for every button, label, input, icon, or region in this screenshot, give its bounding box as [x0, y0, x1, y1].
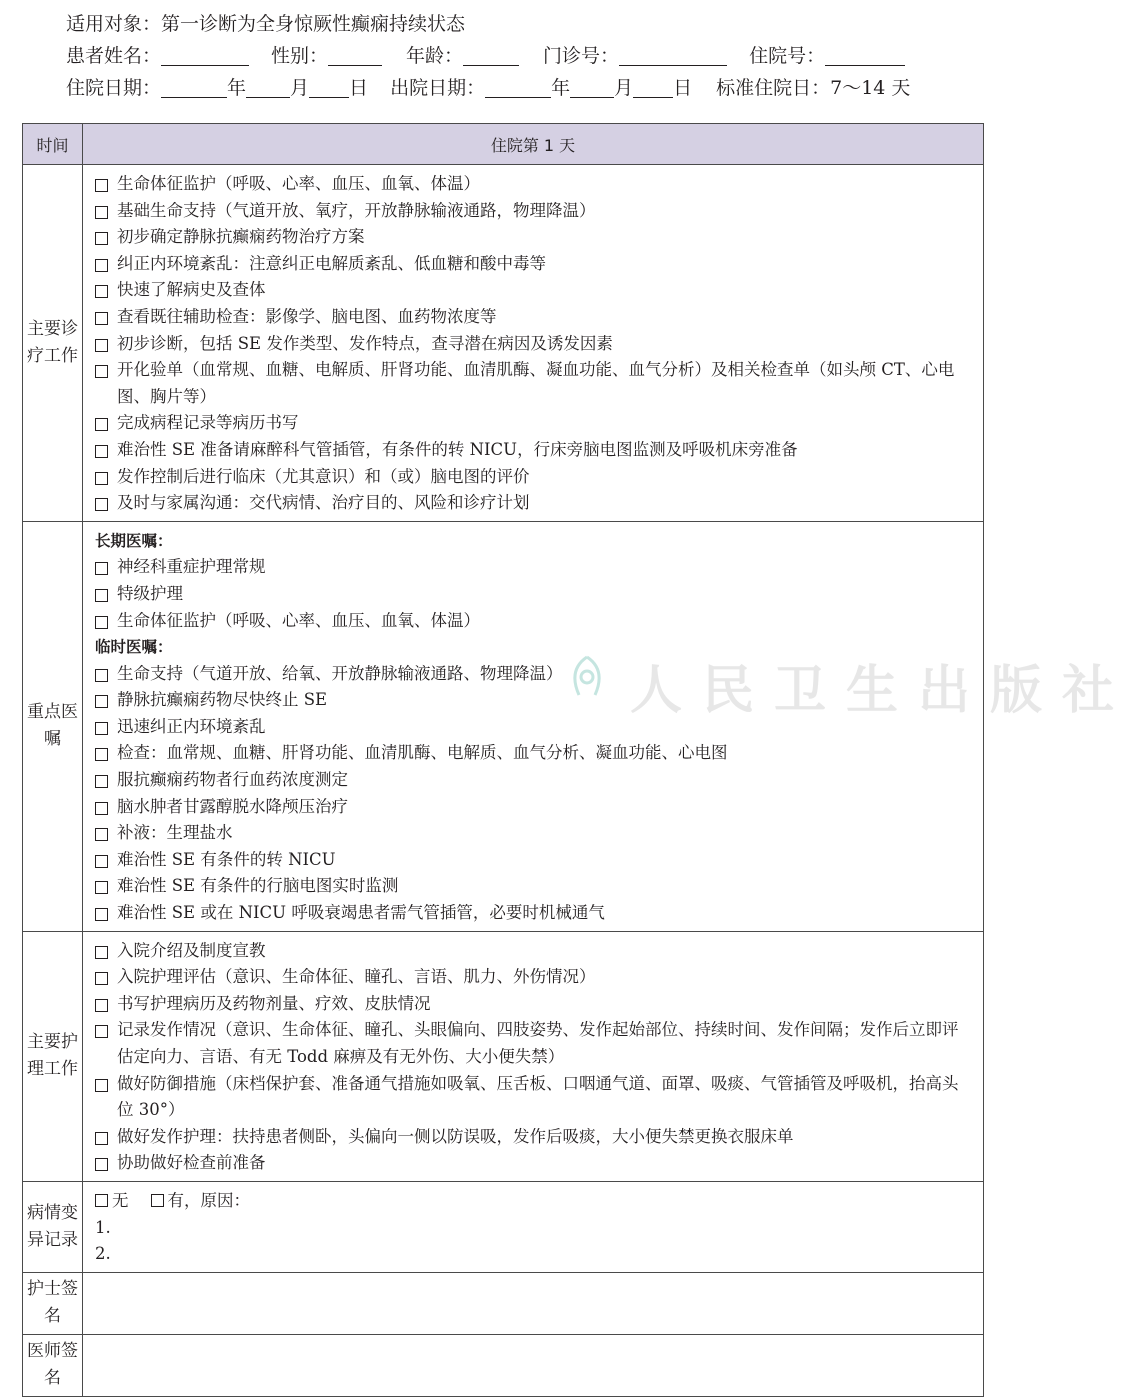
variation-line-2[interactable]: 2. — [95, 1244, 111, 1264]
checklist-item — [95, 1017, 973, 1070]
checkbox[interactable] — [95, 472, 108, 485]
admit-month-field[interactable] — [246, 75, 290, 98]
variation-options — [95, 1188, 973, 1215]
checkbox[interactable] — [95, 179, 108, 192]
checkbox[interactable] — [95, 498, 108, 511]
checklist-item-text: 神经科重症护理常规 — [117, 557, 266, 577]
checkbox[interactable] — [95, 1025, 108, 1038]
checkbox[interactable] — [95, 285, 108, 298]
checkbox[interactable] — [95, 855, 108, 868]
checklist-item-text: 生命体征监护（呼吸、心率、血压、血氧、体温） — [117, 610, 480, 630]
checklist-item — [95, 964, 973, 991]
row-label-nursing: 主要护理工作 — [23, 931, 83, 1181]
checkbox[interactable] — [95, 908, 108, 921]
checklist-item — [95, 991, 973, 1018]
checklist-item-text: 初步确定静脉抗癫痫药物治疗方案 — [117, 227, 365, 247]
nurse-signature-field[interactable] — [83, 1272, 984, 1334]
month-unit: 月 — [614, 77, 634, 99]
admit-date-label: 住院日期： — [66, 77, 162, 99]
checklist-item-text: 查看既往辅助检查：影像学、脑电图、血药物浓度等 — [117, 306, 497, 326]
checklist-item — [95, 608, 973, 635]
checkbox[interactable] — [95, 722, 108, 735]
checkbox[interactable] — [95, 1079, 108, 1092]
checklist-item-text: 迅速纠正内环境紊乱 — [117, 716, 266, 736]
form-header — [66, 8, 910, 104]
row-label-nurse-sign: 护士签名 — [23, 1272, 83, 1334]
checkbox[interactable] — [95, 312, 108, 325]
checkbox[interactable] — [95, 616, 108, 629]
checklist-item — [95, 873, 973, 900]
col-time-header: 时间 — [23, 124, 83, 165]
row-label-diagnosis: 主要诊疗工作 — [23, 165, 83, 522]
checklist-item-text: 书写护理病历及药物剂量、疗效、皮肤情况 — [117, 993, 431, 1013]
checklist-item-text: 做好发作护理：扶持患者侧卧，头偏向一侧以防误吸，发作后吸痰，大小便失禁更换衣服床单 — [117, 1126, 794, 1146]
admit-year-field[interactable] — [161, 75, 227, 98]
checkbox[interactable] — [95, 562, 108, 575]
checklist-item-text: 脑水肿者甘露醇脱水降颅压治疗 — [117, 796, 348, 816]
checkbox[interactable] — [95, 748, 108, 761]
checklist-item — [95, 820, 973, 847]
year-unit: 年 — [227, 77, 247, 99]
checkbox[interactable] — [95, 339, 108, 352]
row-doctor-sign — [23, 1334, 984, 1396]
clinic-no-label: 门诊号： — [543, 45, 620, 67]
checklist-item-text: 完成病程记录等病历书写 — [117, 413, 299, 433]
clinic-no-field[interactable] — [619, 43, 727, 66]
checklist-item-text: 难治性 SE 准备请麻醉科气管插管，有条件的转 NICU，行床旁脑电图监测及呼吸机床旁准备 — [117, 439, 798, 459]
checkbox[interactable] — [95, 365, 108, 378]
col-day-header: 住院第 1 天 — [83, 124, 984, 165]
dates-line — [66, 72, 910, 104]
checklist-item-text: 入院护理评估（意识、生命体征、瞳孔、言语、肌力、外伤情况） — [117, 967, 596, 987]
row-diagnosis — [23, 165, 984, 522]
temporary-orders-title: 临时医嘱： — [95, 638, 173, 657]
checklist-item — [95, 740, 973, 767]
checklist-item-text: 补液：生理盐水 — [117, 823, 233, 843]
row-nurse-sign — [23, 1272, 984, 1334]
age-field[interactable] — [463, 43, 519, 66]
checkbox[interactable] — [95, 418, 108, 431]
checklist-item-text: 服抗癫痫药物者行血药浓度测定 — [117, 770, 348, 790]
checklist-item-text: 发作控制后进行临床（尤其意识）和（或）脑电图的评价 — [117, 466, 530, 486]
month-unit: 月 — [290, 77, 310, 99]
row-label-doctor-sign: 医师签名 — [23, 1334, 83, 1396]
year-unit: 年 — [551, 77, 571, 99]
diagnosis-items — [83, 165, 984, 522]
row-orders — [23, 521, 984, 931]
checkbox[interactable] — [95, 775, 108, 788]
checklist-item-text: 记录发作情况（意识、生命体征、瞳孔、头眼偏向、四肢姿势、发作起始部位、持续时间、发作间隔；发作后立即评估定向力、言语、有无 Todd 麻痹及有无外伤、大小便失禁） — [117, 1020, 959, 1066]
checklist-item — [95, 277, 973, 304]
checklist-item-text: 难治性 SE 有条件的行脑电图实时监测 — [117, 876, 399, 896]
row-nursing — [23, 931, 984, 1181]
checkbox[interactable] — [95, 669, 108, 682]
patient-name-label: 患者姓名： — [66, 45, 162, 67]
checklist-item-text: 难治性 SE 有条件的转 NICU — [117, 849, 336, 869]
admit-day-field[interactable] — [309, 75, 349, 98]
discharge-day-field[interactable] — [633, 75, 673, 98]
checkbox[interactable] — [95, 1158, 108, 1171]
checklist-item-text: 静脉抗癫痫药物尽快终止 SE — [117, 690, 328, 710]
standard-stay: 标准住院日：7～14 天 — [716, 77, 911, 99]
checkbox[interactable] — [95, 445, 108, 458]
patient-name-field[interactable] — [161, 43, 249, 66]
checklist-item — [95, 410, 973, 437]
clinical-pathway-table — [22, 123, 984, 1397]
doctor-signature-field[interactable] — [83, 1334, 984, 1396]
checklist-item — [95, 304, 973, 331]
orders-content — [83, 521, 984, 931]
checklist-item-text: 初步诊断，包括 SE 发作类型、发作特点，查寻潜在病因及诱发因素 — [117, 333, 613, 353]
checklist-item-text: 检查：血常规、血糖、肝肾功能、血清肌酶、电解质、血气分析、凝血功能、心电图 — [117, 743, 728, 763]
checkbox[interactable] — [95, 999, 108, 1012]
variation-line-1[interactable]: 1. — [95, 1217, 111, 1237]
checkbox[interactable] — [95, 881, 108, 894]
checklist-item-text: 入院介绍及制度宣教 — [117, 940, 266, 960]
checklist-item-text: 生命支持（气道开放、给氧、开放静脉输液通路、物理降温） — [117, 663, 563, 683]
checklist-item-text: 开化验单（血常规、血糖、电解质、肝肾功能、血清肌酶、凝血功能、血气分析）及相关检查单（如头颅 CT、心电图、胸片等） — [117, 360, 955, 406]
checklist-item — [95, 1124, 973, 1151]
variation-yes-label: 有，原因： — [167, 1190, 250, 1210]
checkbox[interactable] — [95, 206, 108, 219]
patient-info-line — [66, 40, 910, 72]
long-term-orders — [95, 554, 973, 634]
checklist-item-text: 纠正内环境紊乱：注意纠正电解质紊乱、低血糖和酸中毒等 — [117, 253, 546, 273]
checklist-item — [95, 794, 973, 821]
long-term-orders-title: 长期医嘱： — [95, 531, 173, 550]
checklist-item — [95, 437, 973, 464]
discharge-year-field[interactable] — [485, 75, 551, 98]
checklist-item-text: 协助做好检查前准备 — [117, 1153, 266, 1173]
checklist-item — [95, 331, 973, 358]
checkbox[interactable] — [95, 695, 108, 708]
applies-to: 适用对象：第一诊断为全身惊厥性癫痫持续状态 — [66, 13, 466, 35]
checklist-item — [95, 490, 973, 517]
checklist-item — [95, 767, 973, 794]
checkbox[interactable] — [95, 972, 108, 985]
day-unit: 日 — [349, 77, 369, 99]
row-label-variation: 病情变异记录 — [23, 1181, 83, 1272]
checklist-item — [95, 357, 973, 410]
checkbox[interactable] — [95, 828, 108, 841]
checkbox[interactable] — [95, 802, 108, 815]
checklist-item-text: 及时与家属沟通：交代病情、治疗目的、风险和诊疗计划 — [117, 493, 530, 513]
sex-field[interactable] — [328, 43, 382, 66]
checklist-item — [95, 198, 973, 225]
checklist-item — [95, 847, 973, 874]
checklist-item-text: 难治性 SE 或在 NICU 呼吸衰竭患者需气管插管，必要时机械通气 — [117, 903, 605, 923]
checklist-item-text: 快速了解病史及查体 — [117, 280, 266, 300]
variation-none-checkbox[interactable] — [95, 1194, 108, 1207]
discharge-month-field[interactable] — [570, 75, 614, 98]
checklist-item — [95, 554, 973, 581]
discharge-date-label: 出院日期： — [390, 77, 486, 99]
inpatient-no-label: 住院号： — [749, 45, 826, 67]
checklist-item — [95, 224, 973, 251]
row-label-orders: 重点医嘱 — [23, 521, 83, 931]
checkbox[interactable] — [95, 589, 108, 602]
day-unit: 日 — [673, 77, 693, 99]
sex-label: 性别： — [271, 45, 329, 67]
age-label: 年龄： — [406, 45, 464, 67]
checklist-item — [95, 1071, 973, 1124]
checkbox[interactable] — [95, 946, 108, 959]
checkbox[interactable] — [95, 232, 108, 245]
row-variation — [23, 1181, 984, 1272]
checklist-item — [95, 1150, 973, 1177]
nursing-items — [83, 931, 984, 1181]
variation-content — [83, 1181, 984, 1272]
table-header-row — [23, 124, 984, 165]
checklist-item-text: 基础生命支持（气道开放、氧疗，开放静脉输液通路，物理降温） — [117, 200, 596, 220]
variation-yes-checkbox[interactable] — [151, 1194, 164, 1207]
checklist-item-text: 生命体征监护（呼吸、心率、血压、血氧、体温） — [117, 174, 480, 193]
checklist-item — [95, 938, 973, 965]
checklist-item-text: 做好防御措施（床档保护套、准备通气措施如吸氧、压舌板、口咽通气道、面罩、吸痰、气管插管及呼吸机，抬高头位 30°） — [117, 1073, 959, 1120]
checklist-item-text: 特级护理 — [117, 583, 183, 603]
inpatient-no-field[interactable] — [825, 43, 905, 66]
checklist-item — [95, 464, 973, 491]
checklist-item — [95, 251, 973, 278]
publisher-watermark: 人民卫生出版社 — [630, 661, 1134, 721]
variation-none-label: 无 — [112, 1190, 129, 1210]
checkbox[interactable] — [95, 259, 108, 272]
checkbox[interactable] — [95, 1132, 108, 1145]
checklist-item — [95, 900, 973, 927]
checklist-item — [95, 581, 973, 608]
publisher-logo-icon — [567, 655, 607, 699]
checklist-item — [95, 171, 973, 198]
